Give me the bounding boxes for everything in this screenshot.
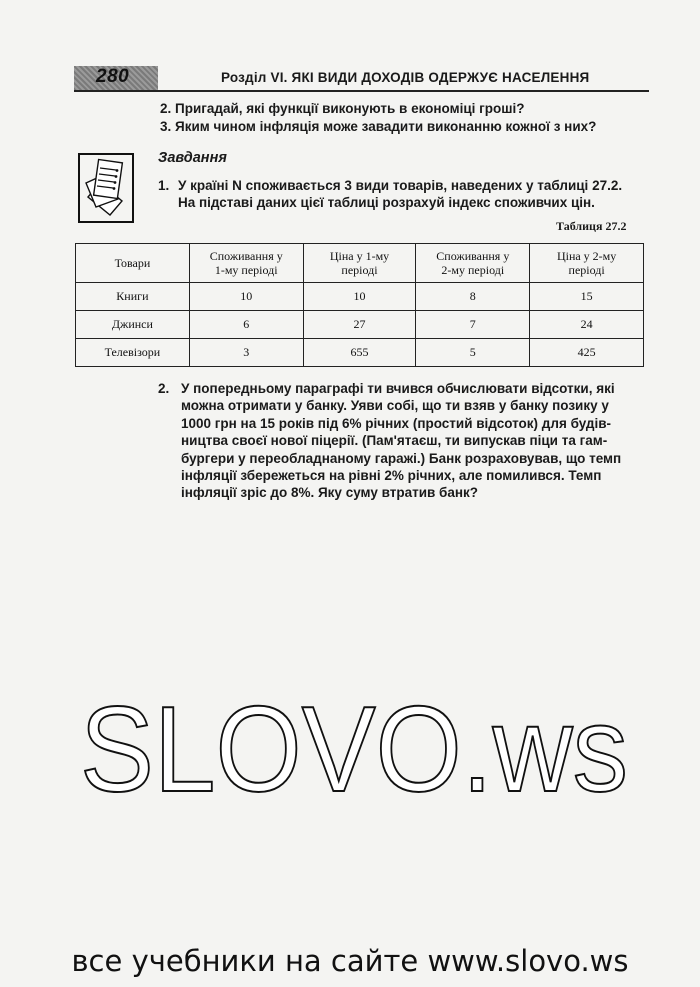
task-2-line: інфляції збережеться на рівні 2% річних, але помилився. Темп bbox=[181, 468, 602, 484]
table-cell: Книги bbox=[76, 283, 190, 311]
table-cell: 655 bbox=[303, 339, 416, 367]
table-cell: Телевізори bbox=[76, 339, 190, 367]
prices-table bbox=[75, 243, 644, 367]
task-1-number: 1. bbox=[158, 178, 170, 193]
table-header-cell: Споживання у 2-му періоді bbox=[416, 244, 530, 283]
footer-site-text: все учебники на сайте www.slovo.ws bbox=[71, 944, 629, 978]
table-cell: 24 bbox=[530, 311, 644, 339]
chapter-title: Розділ VI. ЯКІ ВИДИ ДОХОДІВ ОДЕРЖУЄ НАСЕЛЕННЯ bbox=[221, 70, 590, 85]
table-row bbox=[76, 283, 644, 311]
question-number: 3. bbox=[160, 119, 172, 134]
table-header-cell: Товари bbox=[76, 244, 190, 283]
task-2-body bbox=[181, 380, 651, 502]
table-header-cell: Ціна у 1-му періоді bbox=[303, 244, 416, 283]
table-cell: 425 bbox=[530, 339, 644, 367]
question-number: 2. bbox=[160, 101, 172, 116]
table-cell: 15 bbox=[530, 283, 644, 311]
table-cell: 3 bbox=[189, 339, 303, 367]
table-cell: Джинси bbox=[76, 311, 190, 339]
table-cell: 10 bbox=[189, 283, 303, 311]
question-text: Пригадай, які функції виконують в економіці гроші? bbox=[175, 101, 525, 116]
question-text: Яким чином інфляція може завадити виконанню кожної з них? bbox=[175, 119, 597, 134]
table-cell: 7 bbox=[416, 311, 530, 339]
table-cell: 6 bbox=[189, 311, 303, 339]
table-cell: 8 bbox=[416, 283, 530, 311]
table-header-cell: Ціна у 2-му періоді bbox=[530, 244, 644, 283]
task-2-line: 1000 грн на 15 років під 6% річних (простий відсоток) для будів- bbox=[181, 415, 612, 431]
table-row bbox=[76, 311, 644, 339]
table-cell: 27 bbox=[303, 311, 416, 339]
table-caption: Таблиця 27.2 bbox=[556, 219, 627, 233]
task-2-line: інфляції зріс до 8%. Яку суму втратив банк? bbox=[181, 485, 479, 501]
task-2-number: 2. bbox=[158, 381, 170, 396]
watermark-text: SLOVO.ws bbox=[80, 695, 628, 805]
page-number: 280 bbox=[96, 66, 130, 87]
table-header-row bbox=[76, 244, 644, 283]
watermark bbox=[74, 695, 634, 805]
table-cell: 10 bbox=[303, 283, 416, 311]
task-1-line: На підставі даних цієї таблиці розрахуй індекс споживчих цін. bbox=[178, 195, 595, 210]
task-2-line: ництва своєї нової піцерії. (Пам'ятаєш, ти випускав піци та гам- bbox=[181, 433, 608, 449]
table-cell: 5 bbox=[416, 339, 530, 367]
task-2-line: бургери у переобладнаному гаражі.) Банк розраховував, що темп bbox=[181, 450, 622, 466]
task-2-line: У попередньому параграфі ти вчився обчислювати відсотки, які bbox=[181, 381, 615, 396]
table-header-cell: Споживання у 1-му періоді bbox=[189, 244, 303, 283]
question-2 bbox=[160, 100, 525, 118]
task-documents-icon bbox=[78, 153, 134, 223]
table-row bbox=[76, 339, 644, 367]
section-title: Завдання bbox=[158, 150, 227, 166]
question-3 bbox=[160, 118, 596, 136]
task-1-line: У країні N споживається 3 види товарів, наведених у таблиці 27.2. bbox=[178, 178, 623, 193]
header-divider bbox=[74, 90, 649, 92]
task-2-line: можна отримати у банку. Уяви собі, що ти взяв у банку позику у bbox=[181, 398, 609, 414]
